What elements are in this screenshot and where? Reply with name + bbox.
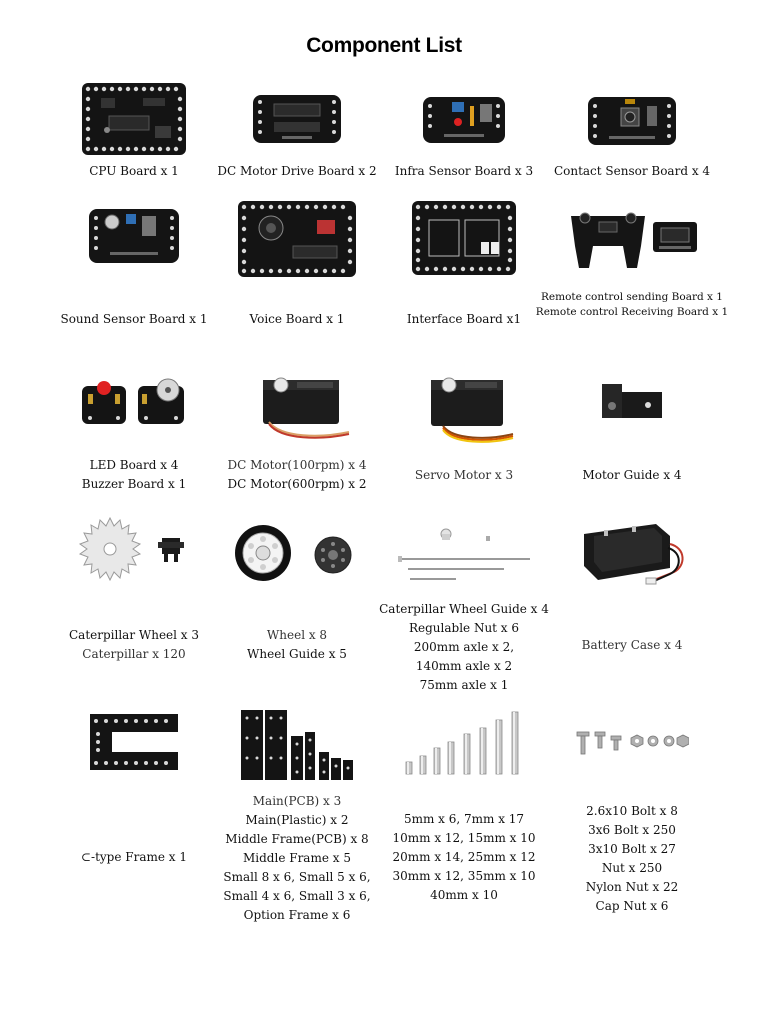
component-label: Caterpillar x 120: [82, 647, 186, 661]
c-type-frame-icon: [88, 712, 180, 772]
axle-icon: [396, 520, 532, 592]
interface-board-icon: [411, 200, 517, 276]
component-label: Buzzer Board x 1: [81, 477, 187, 491]
component-label: Main(PCB) x 3: [252, 794, 342, 808]
component-label: Caterpillar Wheel x 3: [68, 628, 200, 642]
component-label: Cap Nut x 6: [595, 899, 669, 913]
component-label: LED Board x 4: [89, 458, 179, 472]
component-label: 2.6x10 Bolt x 8: [586, 804, 678, 818]
caterpillar-wheel-icon: [74, 516, 194, 582]
voice-board-icon: [237, 200, 357, 278]
component-label: Nut x 250: [601, 861, 663, 875]
component-label: ⊂-type Frame x 1: [80, 850, 188, 864]
component-label: Remote control Receiving Board x 1: [535, 306, 729, 318]
bolts-nuts-icon: [575, 728, 689, 758]
component-label: Voice Board x 1: [249, 312, 345, 326]
component-label: Option Frame x 6: [243, 908, 351, 922]
component-label: 30mm x 12, 35mm x 10: [392, 869, 536, 883]
page-title: Component List: [306, 34, 462, 57]
component-label: Nylon Nut x 22: [585, 880, 679, 894]
dc-motor-drive-board-icon: [252, 94, 342, 144]
component-label: Main(Plastic) x 2: [245, 813, 349, 827]
component-label: CPU Board x 1: [89, 164, 179, 178]
motor-guide-icon: [592, 378, 672, 424]
servo-motor-icon: [409, 372, 519, 444]
component-label: 10mm x 12, 15mm x 10: [392, 831, 536, 845]
component-label: Middle Frame(PCB) x 8: [225, 832, 369, 846]
component-label: 3x10 Bolt x 27: [588, 842, 676, 856]
component-label: Small 8 x 6, Small 5 x 6,: [223, 870, 371, 884]
spacers-icon: [402, 710, 526, 780]
component-label: Contact Sensor Board x 4: [553, 164, 711, 178]
component-label: Interface Board x1: [406, 312, 522, 326]
contact-sensor-board-icon: [587, 96, 677, 146]
component-label: DC Motor(600rpm) x 2: [227, 477, 367, 491]
led-buzzer-board-icon: [80, 376, 188, 428]
component-label: Regulable Nut x 6: [408, 621, 520, 635]
wheel-icon: [231, 524, 363, 582]
remote-control-boards-icon: [565, 206, 699, 272]
component-label: Wheel x 8: [266, 628, 328, 642]
component-label: Battery Case x 4: [581, 638, 683, 652]
cpu-board-icon: [81, 82, 187, 156]
component-label: Servo Motor x 3: [414, 468, 514, 482]
component-label: 140mm axle x 2: [415, 659, 513, 673]
component-label: Small 4 x 6, Small 3 x 6,: [223, 889, 371, 903]
component-label: Wheel Guide x 5: [247, 647, 347, 661]
component-label: Motor Guide x 4: [582, 468, 682, 482]
component-label: 200mm axle x 2,: [413, 640, 515, 654]
component-label: Infra Sensor Board x 3: [394, 164, 534, 178]
infra-sensor-board-icon: [422, 96, 506, 144]
component-label: 40mm x 10: [430, 888, 498, 902]
component-label: DC Motor(100rpm) x 4: [227, 458, 367, 472]
component-label: 20mm x 14, 25mm x 12: [392, 850, 536, 864]
component-label: DC Motor Drive Board x 2: [217, 164, 377, 178]
component-label: Middle Frame x 5: [243, 851, 351, 865]
component-label: 5mm x 6, 7mm x 17: [403, 812, 525, 826]
component-label: 75mm axle x 1: [419, 678, 509, 692]
component-label: 3x6 Bolt x 250: [588, 823, 676, 837]
component-label: Sound Sensor Board x 1: [60, 312, 208, 326]
frames-icon: [237, 708, 357, 782]
component-label: Caterpillar Wheel Guide x 4: [379, 602, 549, 616]
dc-motor-icon: [241, 372, 353, 444]
sound-sensor-board-icon: [88, 208, 180, 264]
component-label: Remote control sending Board x 1: [541, 291, 723, 303]
battery-case-icon: [574, 514, 690, 590]
